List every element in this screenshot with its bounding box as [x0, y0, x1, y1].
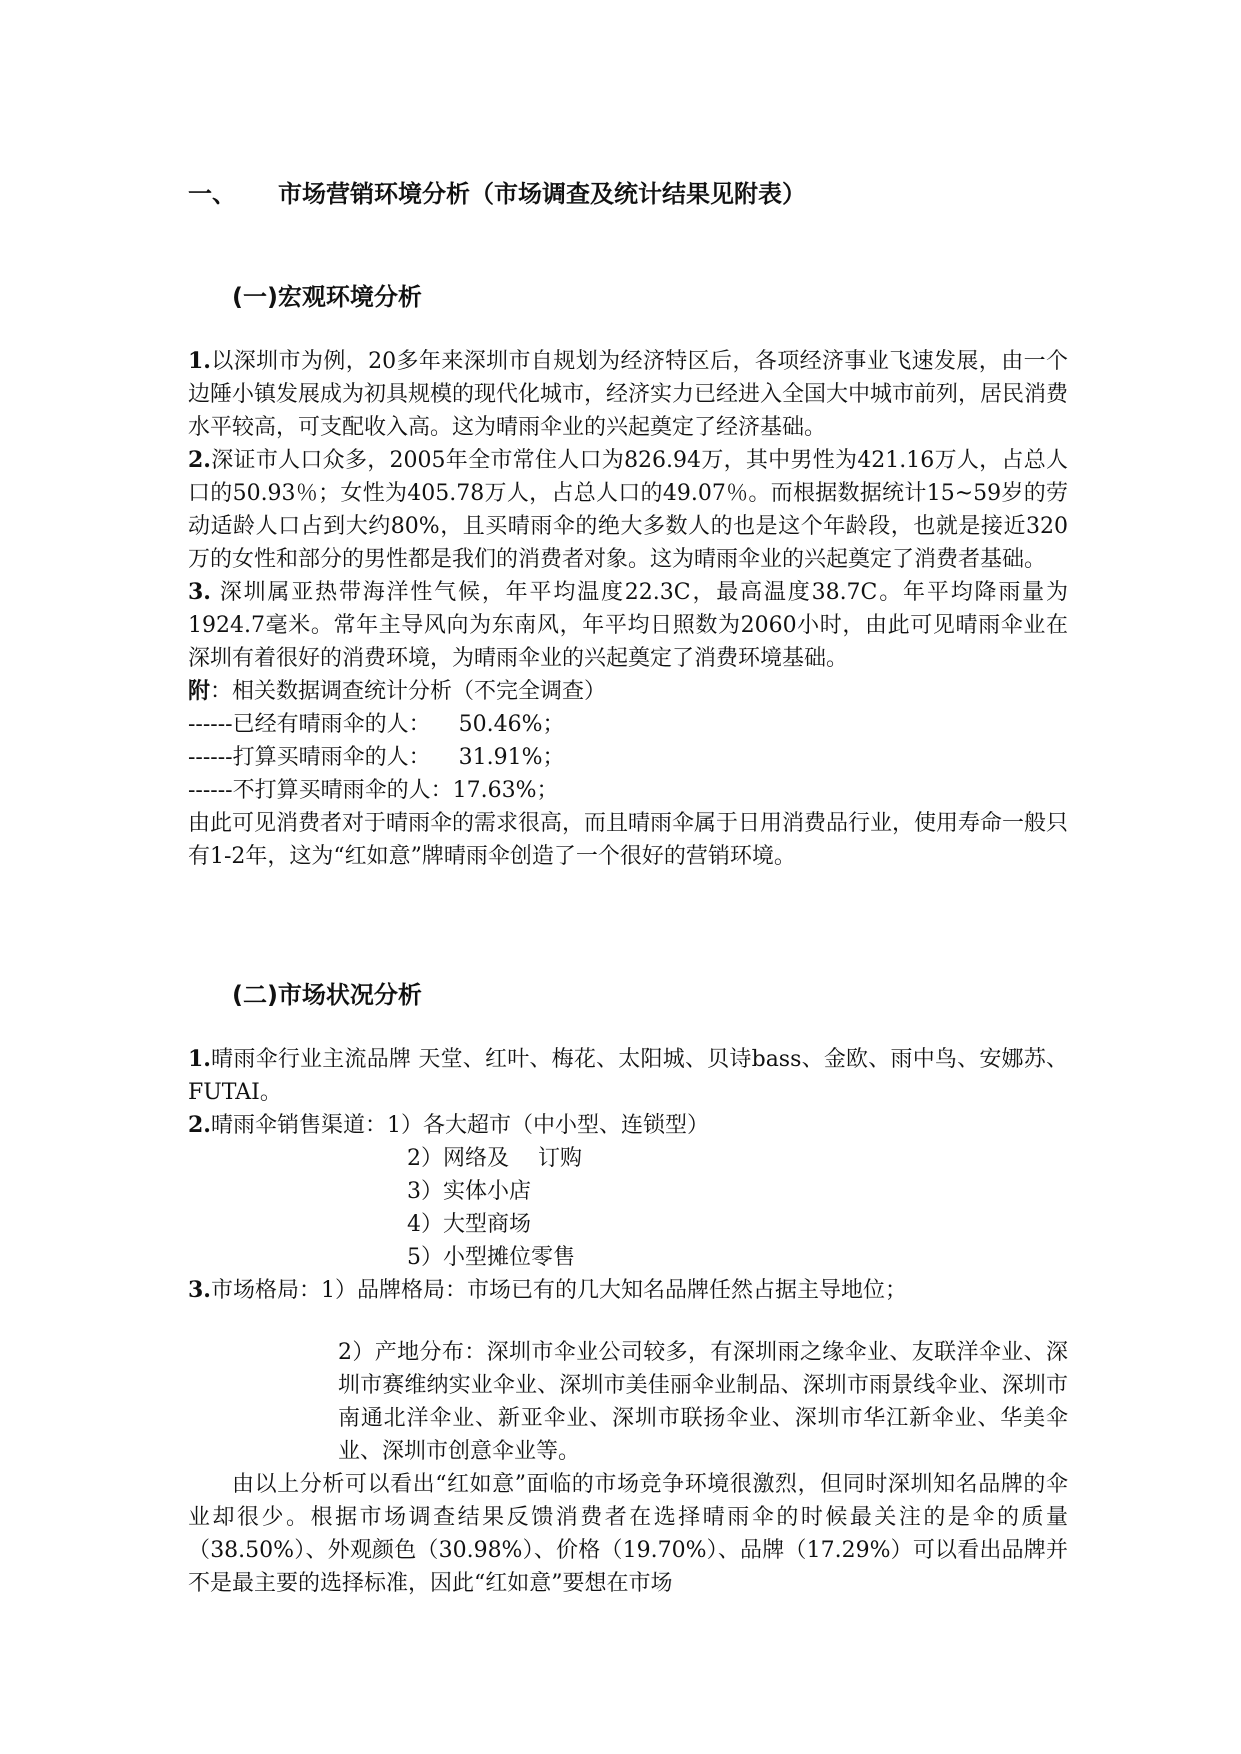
paragraph-text: 晴雨伞行业主流品牌 天堂、红叶、梅花、太阳城、贝诗bass、金欧、雨中鸟、安娜苏、FUTAI。 — [188, 1047, 1068, 1105]
paragraph-number: 3. — [188, 579, 211, 605]
paragraph-number: 2. — [188, 1112, 211, 1138]
appendix-line — [188, 675, 1068, 708]
market-paragraph-1 — [188, 1043, 1068, 1109]
stat-line — [188, 774, 1068, 807]
appendix-label: 附 — [188, 678, 211, 704]
paragraph-number: 2. — [188, 447, 211, 473]
macro-paragraph-3 — [188, 576, 1068, 675]
macro-paragraph-1 — [188, 345, 1068, 444]
market-paragraph-3 — [188, 1274, 1068, 1307]
paragraph-text: 深证市人口众多，2005年全市常住人口为826.94万，其中男性为421.16万人，占总人口的50.93％；女性为405.78万人，占总人口的49.07％。而根据数据统计15~59岁的劳动适龄人口占到大约80%，且买晴雨伞的绝大多数人的也是这个年龄段，也就是接近320万的女性和部分的男性都是我们的消费者对象。这为晴雨伞业的兴起奠定了消费者基础。 — [188, 448, 1068, 572]
market-analysis-body — [188, 1043, 1068, 1142]
macro-paragraph-2 — [188, 444, 1068, 576]
appendix-text: ：相关数据调查统计分析（不完全调查） — [210, 679, 607, 704]
paragraph-text: 以深圳市为例，20多年来深圳市自规划为经济特区后，各项经济事业飞速发展，由一个边陲小镇发展成为初具规模的现代化城市，经济实力已经进入全国大中城市前列，居民消费水平较高，可支配收入高。这为晴雨伞业的兴起奠定了经济基础。 — [188, 349, 1069, 440]
subsection-heading-macro: (一)宏观环境分析 — [232, 283, 422, 311]
channel-list — [407, 1142, 582, 1274]
paragraph-text: 市场格局：1）品牌格局：市场已有的几大知名品牌任然占据主导地位； — [210, 1278, 907, 1303]
paragraph-number: 3. — [188, 1277, 211, 1303]
stat-label: ------打算买晴雨伞的人： — [188, 745, 431, 770]
macro-conclusion: 由此可见消费者对于晴雨伞的需求很高，而且晴雨伞属于日用消费品行业，使用寿命一般只有1-2年，这为“红如意”牌晴雨伞创造了一个很好的营销环境。 — [188, 811, 1069, 869]
origin-distribution: 2）产地分布：深圳市伞业公司较多，有深圳雨之缘伞业、友联洋伞业、深圳市赛维纳实业伞业、深圳市美佳丽伞业制品、深圳市雨景线伞业、深圳市南通北洋伞业、新亚伞业、深圳市联扬伞业、深圳市华江新伞业、华美伞业、深圳市创意伞业等。 — [338, 1340, 1068, 1464]
stat-value: 50.46%； — [458, 712, 565, 737]
macro-analysis-body — [188, 345, 1068, 873]
section-title: 市场营销环境分析（市场调查及统计结果见附表） — [278, 180, 806, 208]
channel-item: 2）网络及 订购 — [407, 1146, 582, 1171]
channel-item: 4）大型商场 — [407, 1212, 531, 1237]
paragraph-number: 1. — [188, 1046, 211, 1072]
stat-line — [188, 741, 1068, 774]
channel-item: 3）实体小店 — [407, 1179, 531, 1204]
section-heading — [188, 174, 806, 209]
stat-label: ------不打算买晴雨伞的人： — [188, 778, 453, 803]
subsection-heading-market: (二)市场状况分析 — [232, 981, 422, 1009]
market-paragraph-2 — [188, 1109, 1068, 1142]
paragraph-label: 晴雨伞销售渠道： — [210, 1113, 387, 1138]
stat-value: 17.63%； — [452, 778, 559, 803]
paragraph-text: 深圳属亚热带海洋性气候，年平均温度22.3C，最高温度38.7C。年平均降雨量为1924.7毫米。常年主导风向为东南风，年平均日照数为2060小时，由此可见晴雨伞业在深圳有着很好的消费环境，为晴雨伞业的兴起奠定了消费环境基础。 — [188, 580, 1068, 671]
stat-label: ------已经有晴雨伞的人： — [188, 712, 431, 737]
paragraph-number: 1. — [188, 348, 211, 374]
channel-item: 5）小型摊位零售 — [407, 1245, 575, 1270]
stat-value: 31.91%； — [458, 745, 565, 770]
market-summary: 由以上分析可以看出“红如意”面临的市场竞争环境很激烈，但同时深圳知名品牌的伞业却很少。根据市场调查结果反馈消费者在选择晴雨伞的时候最关注的是伞的质量（38.50%）、外观颜色（30.98%）、价格（19.70%）、品牌（17.29%）可以看出品牌并不是最主要的选择标准，因此“红如意”要想在市场 — [188, 1472, 1068, 1596]
section-number: 一、 — [188, 180, 236, 208]
channel-item: 1）各大超市（中小型、连锁型） — [386, 1113, 709, 1138]
stat-line — [188, 708, 1068, 741]
